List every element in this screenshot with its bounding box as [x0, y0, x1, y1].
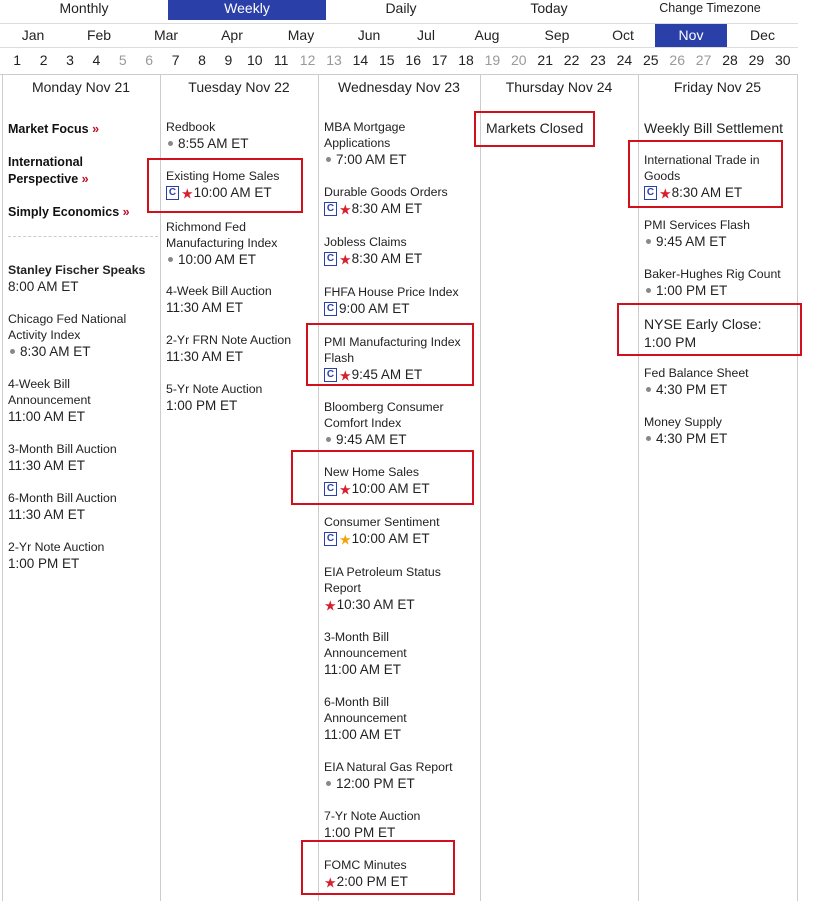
- week-grid: [0, 75, 798, 901]
- change-timezone-link[interactable]: Change Timezone: [659, 1, 761, 15]
- event-title[interactable]: MBA Mortgage Applications: [324, 120, 406, 150]
- column-heading: Tuesday Nov 22: [188, 79, 290, 95]
- calendar-event[interactable]: [324, 564, 474, 614]
- event-time-row: [324, 480, 474, 498]
- event-time-row: [324, 873, 474, 891]
- event-time-row: [8, 506, 154, 524]
- event-time: 11:30 AM ET: [8, 458, 86, 473]
- month-may[interactable]: May: [287, 27, 315, 43]
- calendar-event[interactable]: [8, 376, 154, 426]
- calendar-event[interactable]: [486, 119, 632, 137]
- event-time: 8:30 AM ET: [351, 201, 423, 216]
- bullet-icon: [646, 288, 651, 293]
- star-icon: ★: [339, 531, 352, 548]
- event-time-row: [324, 726, 474, 744]
- feature-link[interactable]: [8, 154, 108, 188]
- calendar-event[interactable]: [324, 694, 474, 744]
- calendar-event[interactable]: [644, 315, 791, 351]
- month-oct[interactable]: Oct: [612, 27, 634, 43]
- event-time-row: [166, 299, 312, 317]
- event-time: 9:45 AM ET: [656, 234, 727, 249]
- view-tabs: [0, 0, 798, 20]
- event-time-row: [324, 200, 474, 218]
- event-time-row: [166, 135, 312, 153]
- column-heading: Wednesday Nov 23: [338, 79, 460, 95]
- month-feb[interactable]: Feb: [86, 27, 112, 43]
- day-28[interactable]: 28: [722, 52, 738, 68]
- day-15[interactable]: 15: [379, 52, 395, 68]
- event-title[interactable]: Jobless Claims: [324, 235, 407, 249]
- event-time: 11:30 AM ET: [166, 349, 244, 364]
- day-column: [2, 75, 160, 901]
- event-time-row: [324, 596, 474, 614]
- star-icon: ★: [324, 597, 337, 614]
- event-time: 2:00 PM ET: [336, 874, 408, 889]
- event-time-row: [324, 775, 474, 793]
- star-icon: ★: [324, 874, 337, 891]
- consensus-icon[interactable]: C: [324, 302, 337, 316]
- day-21[interactable]: 21: [537, 52, 553, 68]
- event-title[interactable]: Stanley Fischer Speaks: [8, 263, 146, 277]
- event-title[interactable]: New Home Sales: [324, 465, 419, 479]
- event-title[interactable]: FOMC Minutes: [324, 858, 407, 872]
- divider: [8, 236, 158, 237]
- month-nov[interactable]: Nov: [655, 24, 727, 47]
- calendar-event[interactable]: [8, 441, 154, 475]
- event-title[interactable]: Redbook: [166, 120, 216, 134]
- calendar-event[interactable]: [324, 759, 474, 793]
- star-icon: ★: [659, 185, 672, 202]
- event-time: 10:00 AM ET: [351, 531, 430, 546]
- day-14[interactable]: 14: [352, 52, 369, 68]
- event-title[interactable]: Markets Closed: [486, 120, 584, 136]
- event-time-row: [644, 233, 791, 251]
- event-title[interactable]: PMI Services Flash: [644, 218, 750, 232]
- calendar-event[interactable]: [644, 119, 791, 137]
- day-10[interactable]: 10: [247, 52, 263, 68]
- event-title[interactable]: Durable Goods Orders: [324, 185, 448, 199]
- calendar-event[interactable]: [644, 414, 791, 448]
- event-time: 1:00 PM ET: [166, 398, 238, 413]
- event-time-row: [166, 348, 312, 366]
- event-time: 4:30 PM ET: [656, 431, 728, 446]
- event-time: 8:30 AM ET: [351, 251, 423, 266]
- consensus-icon[interactable]: C: [166, 186, 179, 200]
- column-heading: Friday Nov 25: [673, 79, 762, 95]
- consensus-icon[interactable]: C: [644, 186, 657, 200]
- star-icon: ★: [339, 481, 352, 498]
- day-12[interactable]: 12: [299, 52, 316, 68]
- day-column: [160, 75, 318, 901]
- calendar-event[interactable]: [644, 266, 791, 300]
- column-heading: Monday Nov 21: [31, 79, 131, 95]
- event-time: 7:00 AM ET: [336, 152, 407, 167]
- event-time: 11:30 AM ET: [166, 300, 244, 315]
- event-time-row: [644, 381, 791, 399]
- calendar-event[interactable]: [644, 365, 791, 399]
- day-20[interactable]: 20: [511, 52, 527, 68]
- event-title[interactable]: FHFA House Price Index: [324, 285, 459, 299]
- event-time-row: [324, 300, 474, 318]
- event-title[interactable]: 6-Month Bill Announcement: [324, 695, 407, 725]
- calendar-event[interactable]: [324, 334, 474, 384]
- event-time: 8:30 AM ET: [20, 344, 91, 359]
- day-27[interactable]: 27: [695, 52, 712, 68]
- event-time: 8:30 AM ET: [671, 185, 743, 200]
- event-time: 8:00 AM ET: [8, 279, 79, 294]
- day-22[interactable]: 22: [563, 52, 580, 68]
- event-title[interactable]: 7-Yr Note Auction: [324, 809, 421, 823]
- calendar-event[interactable]: [8, 311, 154, 361]
- calendar-event[interactable]: [324, 629, 474, 679]
- calendar-event[interactable]: [324, 234, 474, 268]
- day-2[interactable]: 2: [39, 52, 48, 68]
- day-23[interactable]: 23: [590, 52, 606, 68]
- event-time-row: [324, 661, 474, 679]
- month-jul[interactable]: Jul: [417, 27, 435, 43]
- event-time: 11:30 AM ET: [8, 507, 86, 522]
- event-time-row: [324, 151, 474, 169]
- calendar-event[interactable]: [324, 464, 474, 498]
- day-24[interactable]: 24: [616, 52, 633, 68]
- event-title[interactable]: Existing Home Sales: [166, 169, 280, 183]
- feature-link-label: Simply Economics: [8, 205, 120, 219]
- day-column: [638, 75, 797, 901]
- calendar-event[interactable]: [324, 284, 474, 318]
- bullet-icon: [646, 387, 651, 392]
- day-16[interactable]: 16: [405, 52, 421, 68]
- calendar-event[interactable]: [324, 119, 474, 169]
- day-8[interactable]: 8: [198, 52, 206, 68]
- month-jan[interactable]: Jan: [21, 27, 45, 43]
- consensus-icon[interactable]: C: [324, 202, 337, 216]
- event-time-row: [324, 366, 474, 384]
- event-time: 9:00 AM ET: [339, 301, 410, 316]
- month-mar[interactable]: Mar: [153, 27, 179, 43]
- day-5[interactable]: 5: [118, 52, 127, 68]
- calendar-event[interactable]: [324, 399, 474, 449]
- feature-link-label: Market Focus: [8, 122, 89, 136]
- event-time: 1:00 PM ET: [656, 283, 728, 298]
- calendar-event[interactable]: [324, 514, 474, 548]
- day-11[interactable]: 11: [273, 52, 289, 68]
- calendar-event[interactable]: [166, 332, 312, 366]
- calendar-event[interactable]: [324, 808, 474, 842]
- event-time-row: [8, 555, 154, 573]
- day-7[interactable]: 7: [171, 52, 180, 68]
- day-3[interactable]: 3: [66, 52, 74, 68]
- tab-today[interactable]: Today: [530, 0, 568, 16]
- bullet-icon: [10, 349, 15, 354]
- calendar-event[interactable]: [166, 119, 312, 153]
- feature-link[interactable]: [8, 204, 158, 221]
- event-title[interactable]: EIA Petroleum Status Report: [324, 565, 441, 595]
- feature-link[interactable]: [8, 121, 158, 138]
- month-jun[interactable]: Jun: [357, 27, 381, 43]
- consensus-icon[interactable]: C: [324, 482, 337, 496]
- event-title[interactable]: Consumer Sentiment: [324, 515, 440, 529]
- calendar-event[interactable]: [166, 283, 312, 317]
- event-time-row: [644, 184, 791, 202]
- consensus-icon[interactable]: C: [324, 252, 337, 266]
- calendar-event[interactable]: [8, 539, 154, 573]
- event-time: 9:45 AM ET: [351, 367, 423, 382]
- event-time-row: [324, 431, 474, 449]
- event-time: 1:00 PM ET: [8, 556, 80, 571]
- star-icon: ★: [339, 251, 352, 268]
- day-1[interactable]: 1: [13, 52, 22, 68]
- tab-weekly[interactable]: Weekly: [168, 0, 326, 20]
- bullet-icon: [646, 239, 651, 244]
- event-title[interactable]: Baker-Hughes Rig Count: [644, 267, 781, 281]
- event-time-row: [166, 397, 312, 415]
- feature-link-label: International Perspective: [8, 155, 84, 186]
- day-30[interactable]: 30: [775, 52, 791, 68]
- chevron-right-icon: »: [92, 122, 100, 136]
- event-title[interactable]: 2-Yr FRN Note Auction: [166, 333, 292, 347]
- event-time-row: [644, 430, 791, 448]
- event-title[interactable]: Chicago Fed National Activity Index: [8, 312, 127, 342]
- event-time-row: [8, 457, 154, 475]
- event-title[interactable]: 3-Month Bill Auction: [8, 442, 117, 456]
- event-title[interactable]: 2-Yr Note Auction: [8, 540, 105, 554]
- calendar-event[interactable]: [644, 217, 791, 251]
- tab-monthly[interactable]: Monthly: [59, 0, 109, 16]
- event-title[interactable]: 5-Yr Note Auction: [166, 382, 263, 396]
- tab-daily[interactable]: Daily: [385, 0, 417, 16]
- event-title[interactable]: Richmond Fed Manufacturing Index: [166, 220, 278, 250]
- event-title[interactable]: PMI Manufacturing Index Flash: [324, 335, 461, 365]
- consensus-icon[interactable]: C: [324, 368, 337, 382]
- event-title[interactable]: Bloomberg Consumer Comfort Index: [324, 400, 444, 430]
- event-time-row: [8, 278, 154, 296]
- day-13[interactable]: 13: [326, 52, 342, 68]
- event-time: 10:00 AM ET: [351, 481, 430, 496]
- day-25[interactable]: 25: [643, 52, 659, 68]
- event-title[interactable]: 6-Month Bill Auction: [8, 491, 117, 505]
- day-9[interactable]: 9: [224, 52, 233, 68]
- event-time: 8:55 AM ET: [178, 136, 249, 151]
- day-29[interactable]: 29: [748, 52, 765, 68]
- month-aug[interactable]: Aug: [474, 27, 500, 43]
- event-time: 11:00 AM ET: [324, 727, 402, 742]
- star-icon: ★: [181, 185, 194, 202]
- bullet-icon: [646, 436, 651, 441]
- day-column: [318, 75, 480, 901]
- column-divider: [797, 75, 798, 901]
- day-6[interactable]: 6: [145, 52, 154, 68]
- event-title[interactable]: Fed Balance Sheet: [644, 366, 749, 380]
- bullet-icon: [168, 257, 173, 262]
- star-icon: ★: [339, 367, 352, 384]
- calendar-event[interactable]: [166, 219, 312, 269]
- calendar-event[interactable]: [166, 168, 312, 202]
- event-time-row: [324, 530, 474, 548]
- event-time: 9:45 AM ET: [336, 432, 407, 447]
- event-time-row: [324, 824, 474, 842]
- event-time: 10:00 AM ET: [193, 185, 272, 200]
- day-selector: [0, 48, 798, 73]
- day-19[interactable]: 19: [484, 52, 501, 68]
- chevron-right-icon: »: [122, 205, 130, 219]
- bullet-icon: [326, 157, 331, 162]
- column-heading: Thursday Nov 24: [505, 79, 613, 95]
- event-time-row: [324, 250, 474, 268]
- event-title[interactable]: 4-Week Bill Auction: [166, 284, 272, 298]
- event-title[interactable]: Weekly Bill Settlement: [644, 120, 784, 136]
- event-title[interactable]: Money Supply: [644, 415, 722, 429]
- month-selector: [0, 24, 798, 47]
- day-17[interactable]: 17: [431, 52, 448, 68]
- event-title[interactable]: 4-Week Bill Announcement: [8, 377, 91, 407]
- event-time: 4:30 PM ET: [656, 382, 728, 397]
- month-sep[interactable]: Sep: [544, 27, 570, 43]
- day-26[interactable]: 26: [669, 52, 685, 68]
- event-title[interactable]: 3-Month Bill Announcement: [324, 630, 407, 660]
- chevron-right-icon: »: [81, 172, 89, 186]
- event-time-row: [166, 184, 312, 202]
- day-4[interactable]: 4: [92, 52, 101, 68]
- event-time-row: [8, 408, 154, 426]
- day-18[interactable]: 18: [458, 52, 474, 68]
- event-title[interactable]: NYSE Early Close: 1:00 PM: [644, 316, 762, 350]
- event-time-row: [8, 343, 154, 361]
- star-icon: ★: [339, 201, 352, 218]
- event-time: 10:30 AM ET: [336, 597, 415, 612]
- calendar-event[interactable]: [166, 381, 312, 415]
- calendar-event[interactable]: [8, 490, 154, 524]
- event-time-row: [166, 251, 312, 269]
- bullet-icon: [326, 781, 331, 786]
- event-title[interactable]: EIA Natural Gas Report: [324, 760, 453, 774]
- bullet-icon: [168, 141, 173, 146]
- bullet-icon: [326, 437, 331, 442]
- event-time-row: [644, 282, 791, 300]
- month-dec[interactable]: Dec: [750, 27, 775, 43]
- event-time: 1:00 PM ET: [324, 825, 396, 840]
- month-apr[interactable]: Apr: [221, 27, 243, 43]
- calendar-event[interactable]: [8, 262, 154, 296]
- event-time: 12:00 PM ET: [336, 776, 415, 791]
- event-time: 11:00 AM ET: [324, 662, 402, 677]
- event-time: 11:00 AM ET: [8, 409, 86, 424]
- event-title[interactable]: International Trade in Goods: [644, 153, 760, 183]
- event-time: 10:00 AM ET: [178, 252, 257, 267]
- calendar-event[interactable]: [644, 152, 791, 202]
- consensus-icon[interactable]: C: [324, 532, 337, 546]
- calendar-event[interactable]: [324, 184, 474, 218]
- day-column: [480, 75, 638, 901]
- calendar-event[interactable]: [324, 857, 474, 891]
